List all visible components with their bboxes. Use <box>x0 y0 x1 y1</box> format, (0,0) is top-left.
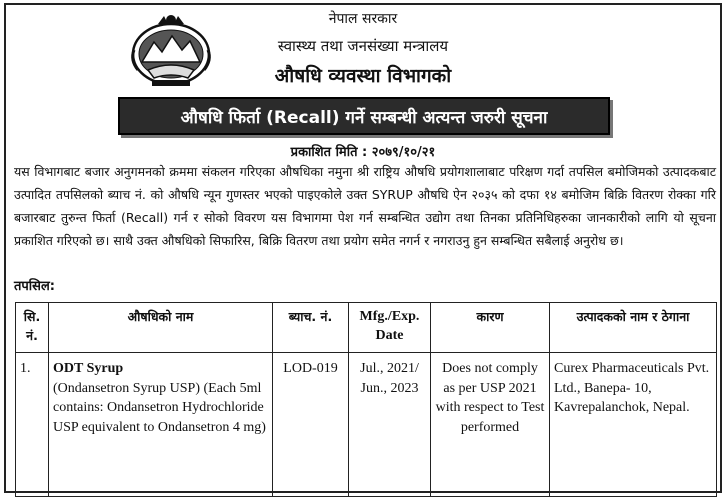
medicine-detail: (Ondansetron Syrup USP) (Each 5ml contains: Ondansetron Hydrochloride USP equivalent to Ondansetron 4 mg) <box>53 380 266 435</box>
header-manufacturer: उत्पादकको नाम र ठेगाना <box>550 303 717 353</box>
cell-medicine-name <box>49 353 273 497</box>
header-mfg-exp: Mfg./Exp. Date <box>349 303 431 353</box>
cell-reason: Does not comply as per USP 2021 with respect to Test performed <box>431 353 550 497</box>
table-header-row <box>16 303 717 353</box>
published-date: प्रकाशित मिति : २०७९/१०/२१ <box>290 145 436 160</box>
cell-batch: LOD-019 <box>273 353 349 497</box>
header-medicine-name: औषधिको नाम <box>49 303 273 353</box>
medicine-name: ODT Syrup <box>53 361 124 376</box>
table-row <box>16 353 717 497</box>
cell-sn: 1. <box>16 353 49 497</box>
header-ministry: स्वास्थ्य तथा जनसंख्या मन्त्रालय <box>277 37 449 55</box>
header-department: औषधि व्यवस्था विभागको <box>274 65 452 87</box>
recall-table <box>15 302 717 497</box>
notice-title-banner <box>118 97 610 135</box>
header-government: नेपाल सरकार <box>328 11 398 27</box>
notice-title: औषधि फिर्ता (Recall) गर्ने सम्बन्धी अत्यन्त जरुरी सूचना <box>180 107 548 128</box>
details-label: तपसिल: <box>14 279 55 294</box>
cell-mfg-exp: Jul., 2021/ Jun., 2023 <box>349 353 431 497</box>
notice-body: यस विभागबाट बजार अनुगमनको क्रममा संकलन गरिएका औषधिका नमुना श्री राष्ट्रिय औषधि प्रयोगशालाबाट परिक्षण गर्दा तपसिल बमोजिमको उत्पादकबाट उत्पादित तपसिलको ब्याच नं. को औषधि न्यून गुणस्तर भएको पाइएकोले उक्त SYRUP औषधि ऐन २०३५ को दफा १४ बमोजिम बिक्रि वितरण रोक्का गरि बजारबाट तुरुन्त फिर्ता (Recall) गर्न र सोको विवरण यस विभागमा पेश गर्न सम्बन्धित उद्योग तथा तिनका प्रतिनिधिहरुका जानकारीको लागि यो सूचना प्रकाशित गरिएको छ। साथै उक्त औषधिको सिफारिस, बिक्रि वितरण तथा प्रयोग समेत नगर्न र नगराउनु हुन सम्बन्धित सबैलाई अनुरोध छ। <box>14 164 716 248</box>
cell-manufacturer: Curex Pharmaceuticals Pvt. Ltd., Banepa- 10, Kavrepalanchok, Nepal. <box>550 353 717 497</box>
header-reason: कारण <box>431 303 550 353</box>
header-sn: सि. नं. <box>16 303 49 353</box>
header-batch: ब्याच. नं. <box>273 303 349 353</box>
